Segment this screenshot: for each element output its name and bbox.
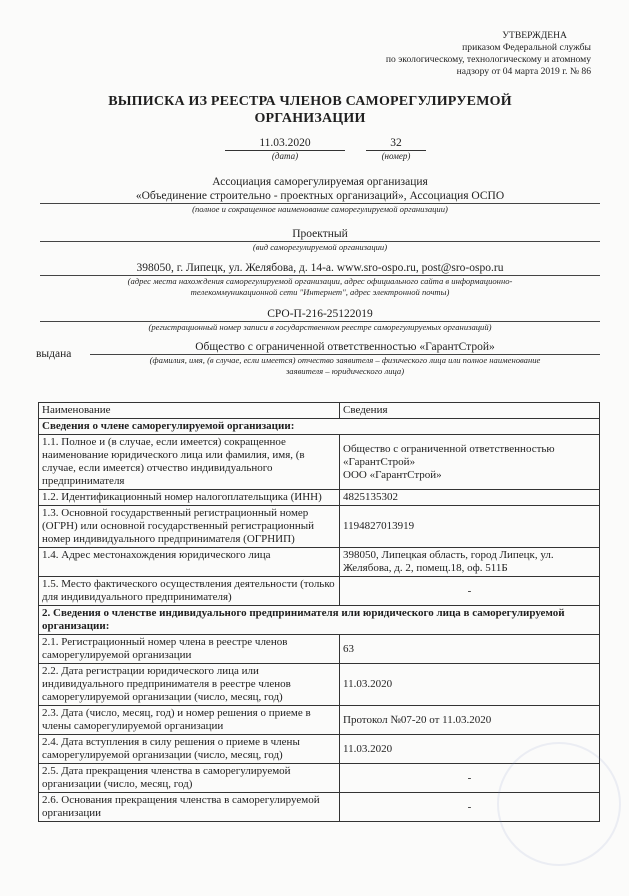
issued-caption: заявителя – юридического лица) xyxy=(285,366,405,376)
table-row xyxy=(39,490,600,506)
section-2-heading: 2. Сведения о членстве индивидуального предпринимателя или юридического лица в саморегулируемой организации: xyxy=(39,606,600,635)
issued-block xyxy=(90,340,600,377)
row-1-3-value: 1194827013919 xyxy=(340,506,600,548)
approval-heading: УТВЕРЖДЕНА xyxy=(502,30,567,41)
registry-number: СРО-П-216-25122019 xyxy=(40,307,600,322)
organization-name-block xyxy=(40,175,600,215)
row-1-2-value: 4825135302 xyxy=(340,490,600,506)
extract-date-caption: (дата) xyxy=(271,151,299,161)
row-2-3-label: 2.3. Дата (число, месяц, год) и номер решения о приеме в члены саморегулируемой организации xyxy=(39,706,340,735)
row-2-4-label: 2.4. Дата вступления в силу решения о приеме в члены саморегулируемой организации (число, месяц, год) xyxy=(39,735,340,764)
approval-line: приказом Федеральной службы xyxy=(462,42,591,53)
row-1-2-label: 1.2. Идентификационный номер налогоплательщика (ИНН) xyxy=(39,490,340,506)
section-1-heading: Сведения о члене саморегулируемой организации: xyxy=(39,419,600,435)
organization-name-line1: Ассоциация саморегулируемая организация xyxy=(212,176,428,188)
extract-number-caption: (номер) xyxy=(381,151,411,161)
document-title xyxy=(60,93,560,127)
row-1-5-label: 1.5. Место фактического осуществления деятельности (только для индивидуального предпринимателя) xyxy=(39,577,340,606)
extract-date: 11.03.2020 xyxy=(225,136,345,151)
extract-number: 32 xyxy=(366,136,426,151)
table-row xyxy=(39,577,600,606)
extract-date-number xyxy=(0,136,629,164)
extract-number-block xyxy=(366,136,426,162)
row-1-4-label: 1.4. Адрес местонахождения юридического лица xyxy=(39,548,340,577)
issued-label: выдана xyxy=(36,348,72,360)
table-row xyxy=(39,635,600,664)
faint-seal-mark xyxy=(497,742,621,866)
row-1-1-label: 1.1. Полное и (в случае, если имеется) сокращенное наименование юридического лица или фамилия, имя, (в случае, если имеется) отчество индивидуального предпринимателя xyxy=(39,435,340,490)
table-row xyxy=(39,435,600,490)
organization-type-block xyxy=(40,227,600,253)
row-2-3-value: Протокол №07-20 от 11.03.2020 xyxy=(340,706,600,735)
row-2-1-value: 63 xyxy=(340,635,600,664)
row-2-6-label: 2.6. Основания прекращения членства в саморегулируемой организации xyxy=(39,793,340,822)
table-section-row xyxy=(39,606,600,635)
table-row xyxy=(39,706,600,735)
approval-line: надзору от 04 марта 2019 г. № 86 xyxy=(456,66,591,77)
row-2-5-label: 2.5. Дата прекращения членства в саморегулируемой организации (число, месяц, год) xyxy=(39,764,340,793)
approval-stamp-text xyxy=(331,30,591,78)
row-1-5-value: - xyxy=(340,577,600,606)
row-1-1-value-full: Общество с ограниченной ответственностью «ГарантСтрой» xyxy=(343,442,555,468)
table-header-info: Сведения xyxy=(340,403,600,419)
issued-caption: (фамилия, имя, (в случае, если имеется) отчество заявителя – физического лица или полное наименование xyxy=(149,355,541,365)
document-title-line: ВЫПИСКА ИЗ РЕЕСТРА ЧЛЕНОВ САМОРЕГУЛИРУЕМОЙ xyxy=(108,94,512,109)
organization-name-line2: «Объединение строительно - проектных организаций», Ассоциация ОСПО xyxy=(40,189,600,204)
row-1-1-value-short: ООО «ГарантСтрой» xyxy=(343,468,442,481)
table-row xyxy=(39,664,600,706)
extract-date-block xyxy=(225,136,345,162)
document-title-line: ОРГАНИЗАЦИИ xyxy=(254,111,366,126)
row-2-1-label: 2.1. Регистрационный номер члена в реестре членов саморегулируемой организации xyxy=(39,635,340,664)
organization-type-caption: (вид саморегулируемой организации) xyxy=(252,242,388,252)
organization-address: 398050, г. Липецк, ул. Желябова, д. 14-а. www.sro-ospo.ru, post@sro-ospo.ru xyxy=(40,261,600,276)
organization-type: Проектный xyxy=(40,227,600,242)
row-2-2-value: 11.03.2020 xyxy=(340,664,600,706)
organization-name-caption: (полное и сокращенное наименование саморегулируемой организации) xyxy=(192,204,448,214)
table-header-row xyxy=(39,403,600,419)
organization-address-block xyxy=(40,261,600,298)
row-1-1-value xyxy=(340,435,600,490)
organization-address-caption: (адрес места нахождения саморегулируемой организации, адрес официального сайта в информационно- xyxy=(127,276,513,286)
table-row xyxy=(39,506,600,548)
row-2-4-value: 11.03.2020 xyxy=(340,735,600,764)
table-row xyxy=(39,548,600,577)
registry-number-caption: (регистрационный номер записи в государственном реестре саморегулируемых организаций) xyxy=(148,322,492,332)
issued-to-name: Общество с ограниченной ответственностью «ГарантСтрой» xyxy=(90,340,600,355)
approval-line: по экологическому, технологическому и атомному xyxy=(385,54,591,65)
row-2-5-value: - xyxy=(340,764,600,793)
row-1-3-label: 1.3. Основной государственный регистрационный номер (ОГРН) или основной государственный регистрационный номер индивидуального предпринимателя (ОГРНИП) xyxy=(39,506,340,548)
table-section-row xyxy=(39,419,600,435)
registry-number-block xyxy=(40,307,600,333)
row-2-6-value: - xyxy=(340,793,600,822)
table-header-name: Наименование xyxy=(39,403,340,419)
row-1-4-value: 398050, Липецкая область, город Липецк, ул. Желябова, д. 2, помещ.18, оф. 511Б xyxy=(340,548,600,577)
row-2-2-label: 2.2. Дата регистрации юридического лица или индивидуального предпринимателя в реестре членов саморегулируемой организации (число, месяц, год) xyxy=(39,664,340,706)
organization-address-caption: телекоммуникационной сети "Интернет", адрес электронной почты) xyxy=(190,287,450,297)
